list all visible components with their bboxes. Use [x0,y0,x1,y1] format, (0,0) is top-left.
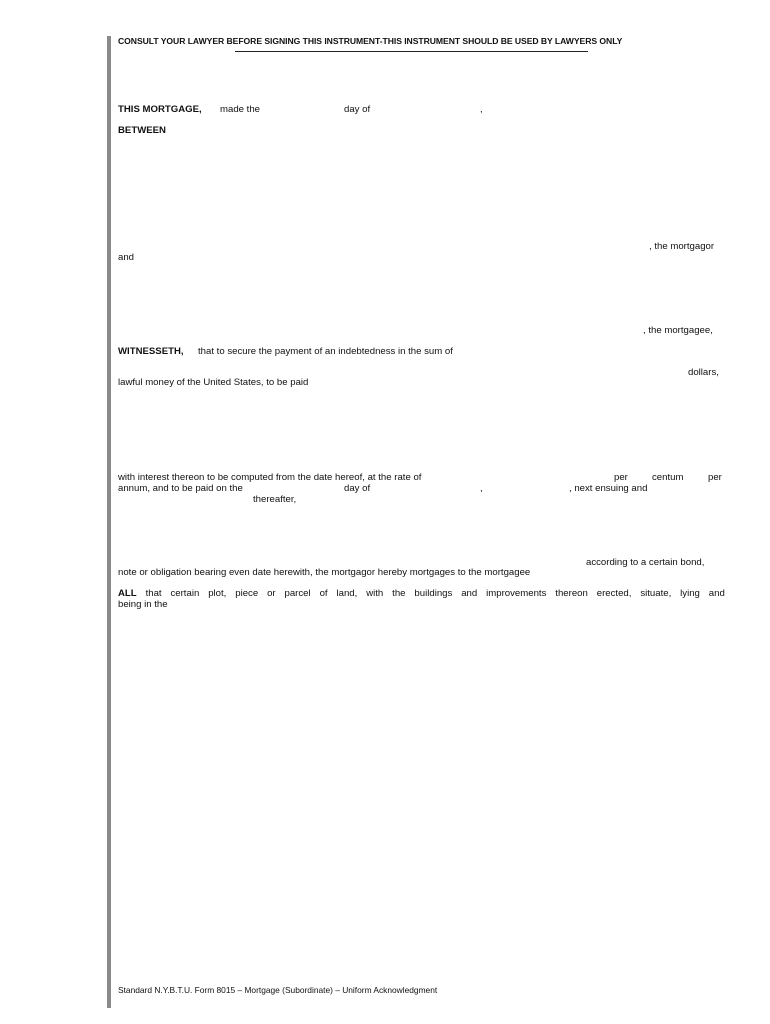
made-the-label: made the [220,104,261,115]
all-word: piece [235,588,259,599]
being-in-the-text: being in the [118,599,168,610]
all-word: that [145,588,162,599]
left-margin-rule [107,36,111,1008]
all-word: lying [680,588,700,599]
and-label: and [118,252,135,263]
all-word: situate, [640,588,672,599]
all-word: of [319,588,328,599]
all-word: and [461,588,478,599]
witnesseth-text: that to secure the payment of an indebtedness in the sum of [198,346,453,357]
interest-rate-text: with interest thereon to be computed from the date hereof, at the rate of [118,472,422,483]
day-of-label: day of [344,104,371,115]
all-heading: ALL [118,588,137,599]
witnesseth-heading: WITNESSETH, [118,346,184,357]
all-word: thereon [555,588,588,599]
payment-day-of-label: day of [344,483,371,494]
lawyer-notice: CONSULT YOUR LAWYER BEFORE SIGNING THIS INSTRUMENT-THIS INSTRUMENT SHOULD BE USED BY LAWYERS ONLY [118,36,623,46]
annum-text: annum, and to be paid on the [118,483,243,494]
per-label-1: per [614,472,628,483]
payment-comma: , [480,483,483,494]
all-clause-line [118,588,725,599]
all-word: the [392,588,406,599]
all-word: and [708,588,725,599]
lawful-money-text: lawful money of the United States, to be paid [118,377,309,388]
thereafter-text: thereafter, [253,494,297,505]
date-comma: , [480,104,483,115]
all-word: with [366,588,384,599]
all-word: parcel [284,588,311,599]
notice-underline [235,51,588,52]
between-heading: BETWEEN [118,125,166,136]
all-word: improvements [486,588,547,599]
next-ensuing-text: , next ensuing and [569,483,648,494]
centum-label: centum [652,472,684,483]
dollars-label: dollars, [688,367,719,378]
all-word: erected, [596,588,632,599]
per-label-2: per [708,472,722,483]
according-bond-text: according to a certain bond, [586,557,705,568]
all-word: land, [336,588,358,599]
all-word: buildings [414,588,453,599]
form-footer: Standard N.Y.B.T.U. Form 8015 – Mortgage (Subordinate) – Uniform Acknowledgment [118,985,438,995]
mortgagee-label: , the mortgagee, [643,325,713,336]
all-word: or [267,588,276,599]
note-obligation-text: note or obligation bearing even date herewith, the mortgagor hereby mortgages to the mortgagee [118,567,531,578]
all-word: plot, [208,588,227,599]
all-word: certain [170,588,200,599]
mortgagor-label: , the mortgagor [649,241,715,252]
this-mortgage-heading: THIS MORTGAGE, [118,104,202,115]
